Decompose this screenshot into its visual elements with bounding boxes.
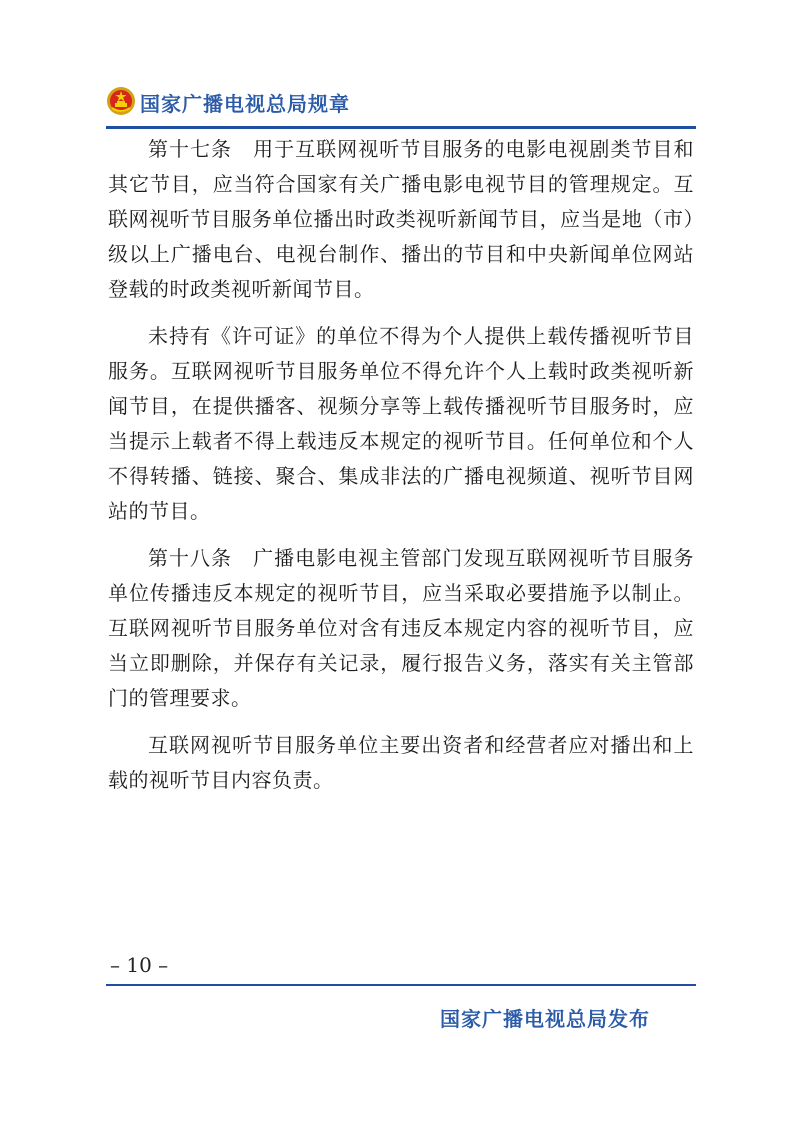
header-rule [106,126,696,129]
unlicensed-units-paragraph: 未持有《许可证》的单位不得为个人提供上载传播视听节目服务。互联网视听节目服务单位不得允许个人上载时政类视听新闻节目，在提供播客、视频分享等上载传播视听节目服务时，应当提示上载者不得上载违反本规定的视听节目。任何单位和个人不得转播、链接、聚合、集成非法的广播电视频道、视听节目网站的节目。 [108,324,694,523]
document-body [108,132,694,810]
article-17-paragraph: 第十七条 用于互联网视听节目服务的电影电视剧类节目和其它节目，应当符合国家有关广播电影电视节目的管理规定。互联网视听节目服务单位播出时政类视听新闻节目，应当是地（市）级以上广播电台、电视台制作、播出的节目和中央新闻单位网站登载的时政类视听新闻节目。 [108,137,694,301]
page-number: – 10 – [110,953,169,977]
footer-publisher: 国家广播电视总局发布 [440,1007,650,1031]
footer-rule [106,984,696,986]
national-emblem-icon [106,86,136,116]
page-header [106,84,696,124]
header-title: 国家广播电视总局规章 [140,92,350,116]
responsibility-paragraph: 互联网视听节目服务单位主要出资者和经营者应对播出和上载的视听节目内容负责。 [108,733,694,792]
article-18-paragraph: 第十八条 广播电影电视主管部门发现互联网视听节目服务单位传播违反本规定的视听节目，应当采取必要措施予以制止。互联网视听节目服务单位对含有违反本规定内容的视听节目，应当立即删除，并保存有关记录，履行报告义务，落实有关主管部门的管理要求。 [108,546,694,710]
